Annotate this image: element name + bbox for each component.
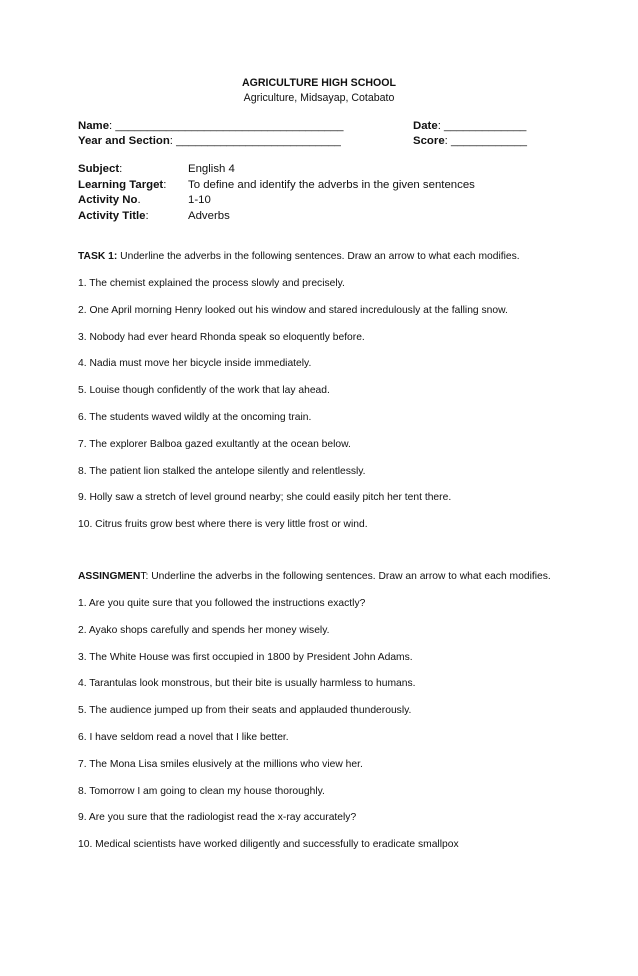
info-key: Learning Target — [78, 178, 164, 191]
task-item: 7. The explorer Balboa gazed exultantly at the ocean below. — [78, 438, 351, 450]
date-label: Date — [413, 120, 438, 132]
assignment-item: 8. Tomorrow I am going to clean my house thoroughly. — [78, 785, 325, 797]
date-field — [413, 119, 526, 134]
score-blank: : ____________ — [444, 135, 528, 147]
assignment-list — [78, 597, 459, 865]
info-key: Subject — [78, 163, 120, 175]
task-item: 6. The students waved wildly at the oncoming train. — [78, 411, 312, 423]
task-item: 5. Louise though confidently of the work that lay ahead. — [78, 385, 330, 397]
assignment-item: 6. I have seldom read a novel that I like better. — [78, 731, 289, 743]
assignment-item: 9. Are you sure that the radiologist read the x-ray accurately? — [78, 812, 357, 824]
document-header — [0, 76, 638, 106]
name-label: Name — [78, 120, 110, 132]
info-row: Activity No. 1-10 — [78, 193, 475, 209]
date-blank: : _____________ — [437, 120, 527, 132]
info-value: Adverbs — [188, 209, 230, 222]
year-score-row — [78, 134, 578, 149]
year-section-blank: : __________________________ — [169, 135, 341, 147]
name-date-row — [78, 119, 578, 134]
info-value: English 4 — [188, 163, 235, 175]
score-label: Score — [413, 135, 445, 147]
task-item: 8. The patient lion stalked the antelope silently and relentlessly. — [78, 465, 366, 477]
assignment-item: 5. The audience jumped up from their seats and applauded thunderously. — [78, 705, 412, 717]
assignment-item: 10. Medical scientists have worked diligently and successfully to eradicate smallpox — [78, 839, 459, 851]
assignment-item: 7. The Mona Lisa smiles elusively at the millions who view her. — [78, 758, 363, 770]
task-item: 10. Citrus fruits grow best where there is very little frost or wind. — [78, 519, 368, 531]
task-instruction — [78, 250, 520, 264]
school-name: AGRICULTURE HIGH SCHOOL — [242, 77, 396, 89]
task-item: 9. Holly saw a stretch of level ground nearby; she could easily pitch her tent there. — [78, 492, 452, 504]
info-row: Learning Target: To define and identify the adverbs in the given sentences — [78, 178, 475, 194]
assignment-item: 2. Ayako shops carefully and spends her money wisely. — [78, 624, 330, 636]
task-item: 4. Nadia must move her bicycle inside immediately. — [78, 358, 312, 370]
info-row: Subject: English 4 — [78, 162, 475, 178]
name-blank: : ____________________________________ — [109, 120, 344, 132]
info-value: To define and identify the adverbs in the given sentences — [188, 178, 475, 191]
task-label: TASK 1: — [78, 251, 118, 262]
assignment-item: 4. Tarantulas look monstrous, but their bite is usually harmless to humans. — [78, 678, 416, 690]
task-item: 3. Nobody had ever heard Rhonda speak so eloquently before. — [78, 331, 365, 343]
task-item: 1. The chemist explained the process slowly and precisely. — [78, 278, 345, 289]
task-item: 2. One April morning Henry looked out his window and stared incredulously at the falling snow. — [78, 304, 508, 316]
year-section-label: Year and Section — [78, 135, 170, 147]
school-address: Agriculture, Midsayap, Cotabato — [243, 92, 395, 104]
assignment-item: 3. The White House was first occupied in 1800 by President John Adams. — [78, 651, 413, 663]
info-row: Activity Title: Adverbs — [78, 209, 475, 225]
assignment-label: ASSINGMEN — [78, 571, 141, 582]
task-instruction-text: Underline the adverbs in the following sentences. Draw an arrow to what each modifies. — [117, 251, 520, 262]
info-value: 1-10 — [188, 194, 211, 206]
task-list — [78, 277, 508, 545]
info-key: Activity No — [78, 194, 138, 206]
assignment-item: 1. Are you quite sure that you followed the instructions exactly? — [78, 598, 366, 609]
assignment-instruction-text: T: Underline the adverbs in the following sentences. Draw an arrow to what each modifies. — [140, 571, 551, 582]
info-key: Activity Title — [78, 209, 146, 222]
score-field — [413, 134, 527, 149]
activity-info — [78, 162, 475, 224]
assignment-instruction — [78, 570, 551, 584]
